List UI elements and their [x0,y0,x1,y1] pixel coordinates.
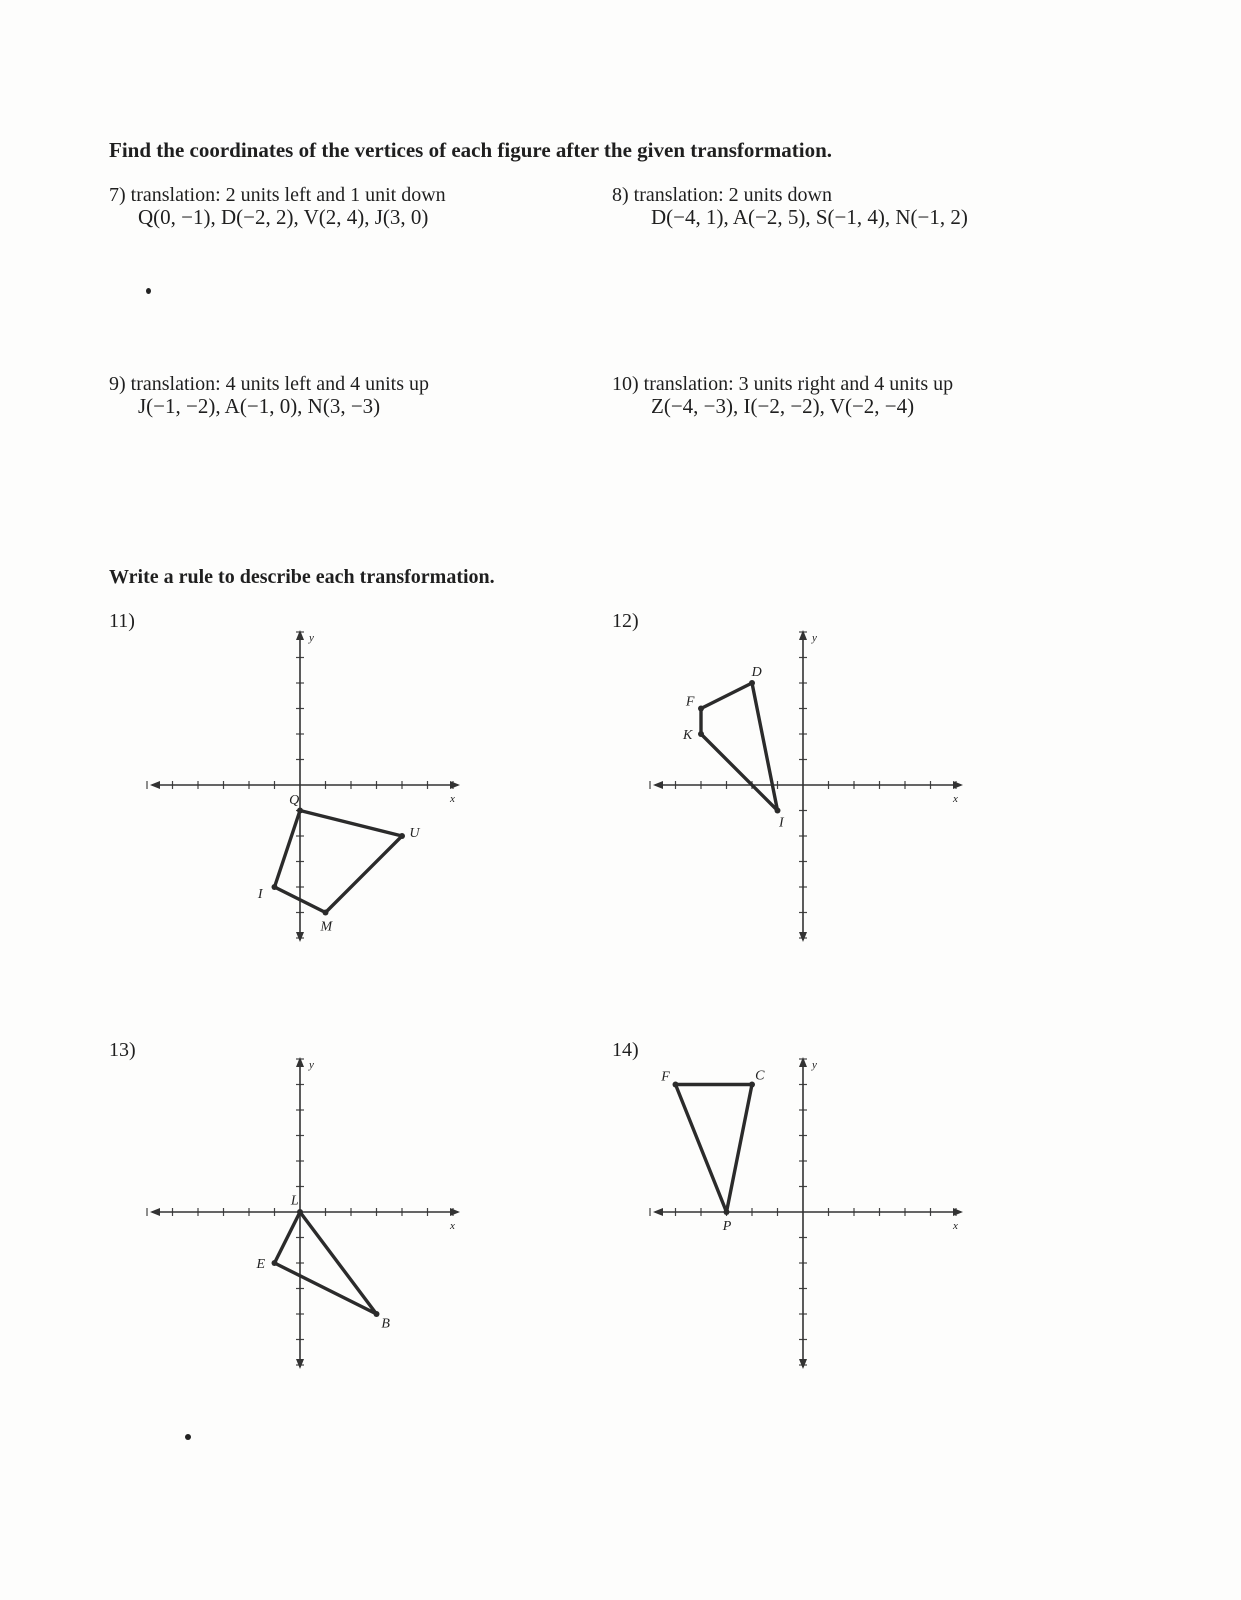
vertex-label: I [779,815,784,831]
vertex-point [749,1082,755,1088]
figure-polygon [275,1212,377,1314]
y-axis-arrow-down [799,1359,807,1369]
x-axis-arrow-left [653,1208,663,1216]
vertex-point [374,1311,380,1317]
vertex-point [297,808,303,814]
y-axis-arrow-down [296,932,304,942]
problem-points: D(−4, 1), A(−2, 5), S(−1, 4), N(−1, 2) [651,205,968,229]
y-axis-label: y [812,632,817,644]
vertex-label: P [722,1218,732,1234]
vertex-point [724,1209,730,1215]
x-axis-arrow-right [450,781,460,789]
vertex-point [272,884,278,890]
graph-number-14: 14) [612,1039,639,1061]
vertex-point [673,1082,679,1088]
vertex-label: M [320,919,333,935]
vertex-label: D [751,664,762,680]
x-axis-arrow-right [450,1208,460,1216]
y-axis-arrow-down [296,1359,304,1369]
problem-points: Q(0, −1), D(−2, 2), V(2, 4), J(3, 0) [138,205,429,229]
vertex-label: E [256,1257,266,1272]
vertex-label: F [661,1069,670,1085]
x-axis-arrow-left [653,781,663,789]
section-heading-coordinates: Find the coordinates of the vertices of each figure after the given transformation. [109,138,832,162]
y-axis-label: y [309,1059,314,1071]
coordinate-plane-13 [150,1057,460,1369]
vertex-label: F [685,694,695,710]
problem-9 [109,373,429,418]
graph-number-13: 13) [109,1039,136,1061]
vertex-point [749,680,755,686]
x-axis-arrow-right [953,1208,963,1216]
problem-text: translation: 2 units down [633,184,832,206]
vertex-point [323,910,329,916]
problem-text: translation: 4 units left and 4 units up [130,373,429,395]
problem-number: 9) [109,373,126,395]
problem-points: J(−1, −2), A(−1, 0), N(3, −3) [138,394,381,418]
vertex-point [297,1209,303,1215]
vertex-label: C [755,1068,765,1084]
x-axis-label: x [953,793,958,805]
x-axis-label: x [450,793,455,805]
x-axis-arrow-right [953,781,963,789]
vertex-label: L [290,1193,299,1209]
vertex-point [399,833,405,839]
figure-polygon [676,1085,753,1213]
vertex-label: K [683,728,693,743]
x-axis-arrow-left [150,781,160,789]
vertex-label: I [257,886,263,902]
problem-8 [612,184,968,229]
problem-10 [612,373,953,418]
scan-speck [146,288,151,294]
coordinate-plane-12 [653,630,963,942]
graph-number-11: 11) [109,610,135,632]
graph-number-12: 12) [612,610,639,632]
figure-polygon [275,811,403,913]
problem-number: 10) [612,373,639,395]
y-axis-label: y [812,1059,817,1071]
y-axis-arrow-down [799,932,807,942]
vertex-point [272,1260,278,1266]
figure-polygon [701,683,778,811]
vertex-label: Q [289,792,300,808]
problem-number: 8) [612,184,629,206]
x-axis-label: x [450,1220,455,1232]
vertex-point [698,731,704,737]
vertex-point [775,808,781,814]
coordinate-plane-14 [653,1057,963,1369]
y-axis-label: y [309,632,314,644]
scan-speck [185,1434,191,1440]
x-axis-label: x [953,1220,958,1232]
problem-text: translation: 3 units right and 4 units up [643,373,954,395]
vertex-label: U [409,825,420,841]
x-axis-arrow-left [150,1208,160,1216]
coordinate-plane-11 [150,630,460,942]
section-heading-rule: Write a rule to describe each transformation. [109,566,495,588]
problem-points: Z(−4, −3), I(−2, −2), V(−2, −4) [651,394,915,418]
vertex-label: B [381,1316,390,1332]
problem-text: translation: 2 units left and 1 unit down [130,184,446,206]
vertex-point [698,706,704,712]
problem-number: 7) [109,184,126,206]
problem-7 [109,184,446,229]
